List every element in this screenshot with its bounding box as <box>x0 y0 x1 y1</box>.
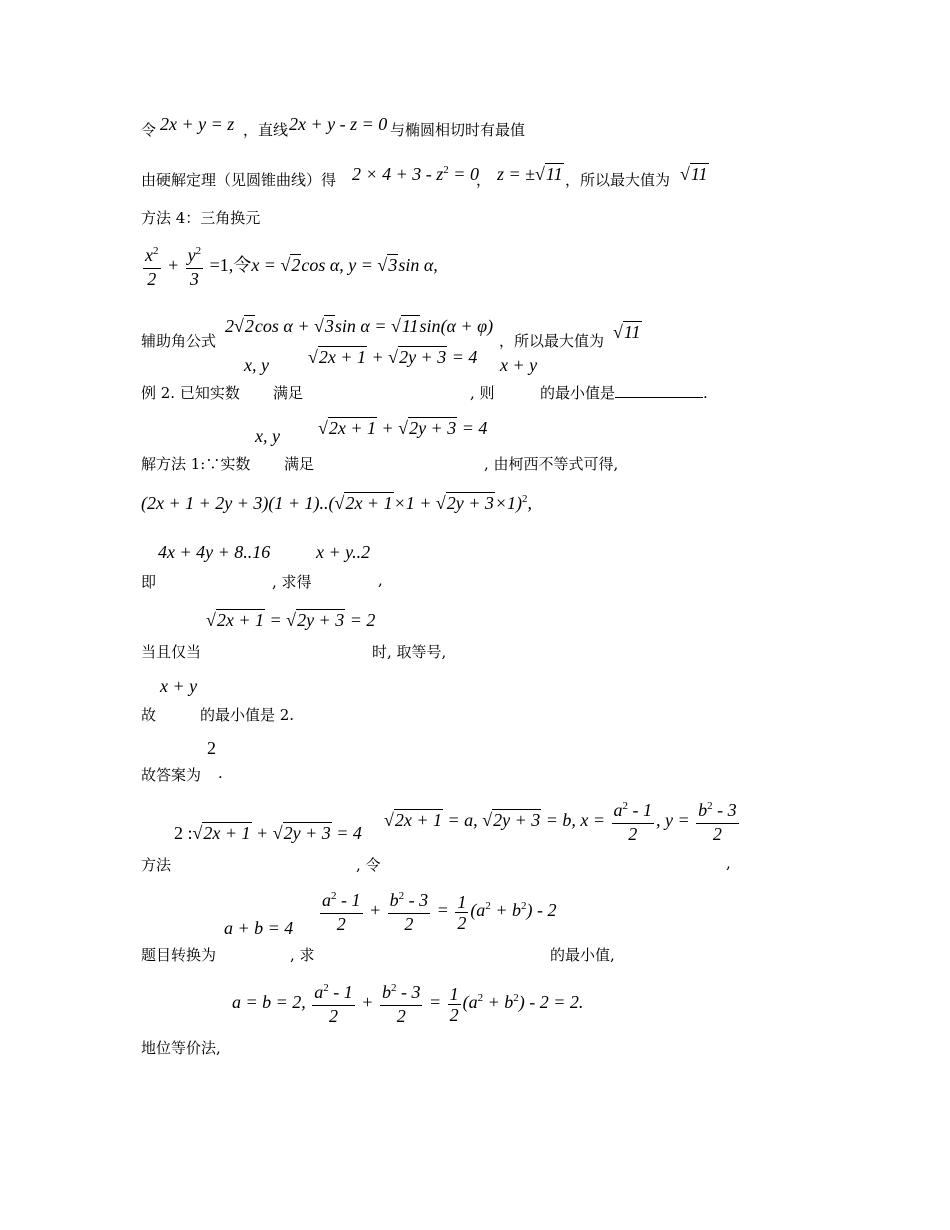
t: 2 <box>244 316 254 336</box>
math-2x-y-z: 2x + y = z <box>160 114 235 134</box>
math-answer-2: 2 <box>207 738 216 758</box>
t: ) <box>526 900 533 921</box>
t: 2 <box>628 824 638 844</box>
t: + <box>369 900 382 921</box>
t: 2y + 3 <box>399 347 447 367</box>
t: 2 <box>513 992 519 1005</box>
frac-a <box>612 800 655 844</box>
math-hard-solution <box>352 164 479 185</box>
t: b <box>389 890 399 910</box>
t: x <box>145 245 153 265</box>
t: 2 <box>329 1006 339 1026</box>
t: =1,令 <box>209 255 252 276</box>
heading-method-4: 方法 4：三角换元 <box>141 209 261 227</box>
t: - 1 <box>628 800 653 820</box>
t: = b, x = <box>545 810 606 831</box>
t: , y = <box>656 810 690 831</box>
math-sqrt11: √11 <box>680 164 708 184</box>
t: b <box>381 982 391 1002</box>
text-line-1b: ，直线 <box>243 121 289 139</box>
t: = 4 <box>451 347 478 367</box>
text-when: 当且仅当 <box>141 643 202 661</box>
text-min-is-2: 的最小值是 2. <box>200 706 295 724</box>
t: 2 <box>331 890 337 902</box>
t: + b <box>490 900 521 921</box>
t: 2 <box>477 992 484 1005</box>
text-line-2: 由硬解定理（见圆锥曲线）得 <box>141 171 337 189</box>
text-equivalence: 地位等价法, <box>141 1039 221 1057</box>
text-ex-then: , 则 <box>470 384 495 402</box>
t: 2 <box>153 245 159 257</box>
answer-blank <box>615 383 703 398</box>
t: a <box>322 890 331 910</box>
math-aux-angle: 2√2cos α + √3sin α = √11sin(α + φ) <box>225 316 494 336</box>
t: = 4 <box>336 823 362 843</box>
t: - 3 <box>712 800 737 820</box>
t: 例 2. 已知实数 <box>141 384 240 402</box>
math-ab4: a + b = 4 <box>224 918 294 938</box>
t: 2y + 3 <box>446 493 494 513</box>
text-example-2 <box>141 382 240 403</box>
t: cos α + <box>254 316 314 336</box>
t: - 2 = 2. <box>529 992 584 1013</box>
t: = <box>428 992 442 1013</box>
t: 2 <box>522 493 528 505</box>
math-xy-ex: x, y <box>244 355 269 375</box>
frac-half <box>455 892 468 933</box>
t: 11 <box>401 316 419 336</box>
frac-b2 <box>388 890 431 934</box>
t: 2 <box>323 982 329 994</box>
t: = 0 <box>453 164 479 184</box>
math-constraint-ex: √2x + 1 + √2y + 3 = 4 <box>308 347 478 367</box>
text-qiu: , 求 <box>290 946 315 964</box>
t: - 1 <box>328 982 353 1002</box>
t: 2y + 3 <box>493 810 541 831</box>
text-line-1 <box>141 119 156 140</box>
t: x = <box>251 255 281 276</box>
math-objective <box>318 890 556 934</box>
t: . <box>703 384 708 402</box>
t: 3 <box>324 316 334 336</box>
t: 2 <box>225 316 234 336</box>
t: 2x + 1 <box>203 823 251 843</box>
t: 2 <box>390 982 397 994</box>
t: - 3 <box>396 982 421 1002</box>
t: 2 <box>520 900 527 913</box>
t: 3 <box>189 269 199 289</box>
math-method2-constraint: 2 :√2x + 1 + √2y + 3 = 4 <box>174 823 362 843</box>
t: 2 <box>147 269 157 289</box>
t: 2 <box>707 800 713 812</box>
t: 2 : <box>174 823 193 843</box>
t: a = b = 2, <box>232 992 306 1013</box>
text-method: 方法 <box>141 856 172 874</box>
t: = 4 <box>461 418 488 438</box>
text-line-5b: ，所以最大值为 <box>499 332 605 350</box>
t: 2 <box>396 1006 406 1026</box>
text-min-value: 的最小值, <box>550 946 615 964</box>
t: ) <box>518 992 525 1013</box>
math-equality: √2x + 1 = √2y + 3 = 2 <box>206 610 376 630</box>
text-ling: , 令 <box>356 856 381 874</box>
t: y <box>187 245 196 265</box>
t: (α + φ) <box>440 316 494 336</box>
text-gu: 故 <box>141 706 157 724</box>
t: b <box>698 800 708 820</box>
t: 1 <box>457 891 467 912</box>
text-answer: 故答案为 <box>141 766 202 784</box>
t: = a, <box>447 810 478 831</box>
math-substitution: √2x + 1 = a, √2y + 3 = b, x = $\frac{a^2 - 1}{2}$ , y = $\frac{b^2 - 3}{2}$ <box>384 800 737 844</box>
t: 2 <box>443 164 449 176</box>
t: a <box>613 800 623 820</box>
text-line-1c: 与椭圆相切时有最值 <box>390 121 526 139</box>
math-sqrt11-b: √11 <box>613 322 641 342</box>
t: 2 <box>195 245 202 257</box>
t: 2 <box>485 900 491 913</box>
t: - 2 <box>536 900 557 921</box>
text-line-2c: ，所以最大值为 <box>565 171 671 189</box>
t: 2 <box>457 912 467 933</box>
t: 2 <box>622 800 629 812</box>
math-z-pm: z = ±√11 <box>497 164 563 184</box>
frac-b <box>696 800 739 844</box>
t: = 2 <box>349 610 376 630</box>
text-sol-1c: , 由柯西不等式可得, <box>484 455 619 473</box>
t: 2x + 1 <box>318 347 367 367</box>
math-xy-ge2: x + y..2 <box>316 542 371 562</box>
math-line-eq: 2x + y - z = 0 <box>289 114 388 134</box>
t: + b <box>483 992 514 1013</box>
text-ji: 即 <box>141 573 157 591</box>
t: 2 × 4 + 3 - z <box>352 164 444 184</box>
t: sin <box>419 316 441 336</box>
text-ex-satisfy: 满足 <box>273 384 304 402</box>
t: 2 <box>712 824 722 844</box>
t: 2 <box>398 890 405 902</box>
math-ineq-sum: 4x + 4y + 8..16 <box>158 542 271 562</box>
t: (a <box>462 992 478 1013</box>
math-xpy-min: x + y <box>160 676 198 696</box>
math-xpy-ex: x + y <box>500 355 538 375</box>
text-equal-sign: 时, 取等号, <box>372 643 447 661</box>
math-xy-sol: x, y <box>255 426 280 446</box>
t: 11 <box>690 164 708 184</box>
t: 2 <box>291 255 301 276</box>
t: 2x + 1 <box>328 418 377 438</box>
t: 2y + 3 <box>297 610 345 630</box>
t: 1 <box>449 983 459 1004</box>
t: 2 <box>404 914 414 934</box>
text: 令 <box>141 121 157 139</box>
t: ×1) <box>494 493 523 513</box>
t: a <box>314 982 324 1002</box>
text-line-5: 辅助角公式 <box>141 332 217 350</box>
math-final <box>232 982 583 1026</box>
text-answer-dot: . <box>218 764 223 782</box>
frac-half2 <box>448 984 461 1025</box>
t: 2x + 1 <box>345 493 393 513</box>
math-cauchy: $(2x + 1 + 2y + 3)(1 + 1)..(√2x + 1\times 1 + √2y + 3\times 1)^2$, <box>141 493 533 513</box>
t: 2 <box>449 1004 459 1025</box>
frac-a3 <box>312 982 355 1026</box>
text-sol-1: 解方法 1:∵实数 <box>141 455 251 473</box>
math-constraint-sol: √2x + 1 + √2y + 3 = 4 <box>318 418 488 438</box>
frac-b3 <box>380 982 423 1026</box>
t: - 1 <box>336 890 361 910</box>
t: ×1 + <box>393 493 436 513</box>
t: = <box>436 900 449 921</box>
t: 2 <box>336 914 346 934</box>
text-comma2: , <box>726 854 731 872</box>
t: 2x + 1 <box>394 810 443 831</box>
text-comma: , <box>378 571 383 589</box>
t: 11 <box>623 322 641 342</box>
text-sol-1b: 满足 <box>284 455 315 473</box>
frac-y2-3 <box>186 245 204 289</box>
t: 2x + 1 <box>216 610 265 630</box>
t: sin α = <box>334 316 391 336</box>
t: 的最小值是 <box>540 384 616 402</box>
t: (2x + 1 + 2y + 3)(1 + 1)..( <box>141 493 335 513</box>
t: 11 <box>545 164 563 184</box>
t: + <box>167 255 180 276</box>
t: + <box>361 992 374 1013</box>
frac-a2 <box>320 890 363 934</box>
t: (a <box>470 900 486 921</box>
t: cos α, y = <box>301 255 378 276</box>
t: 2y + 3 <box>409 418 457 438</box>
frac-x2-2 <box>143 245 161 289</box>
t: 3 <box>388 255 398 276</box>
t: z = ± <box>497 164 536 184</box>
text-line-2b: ， <box>476 171 492 189</box>
text-convert: 题目转换为 <box>141 946 217 964</box>
t: - 3 <box>404 890 429 910</box>
t: 2y + 3 <box>283 823 331 843</box>
math-ellipse-param: $\frac{x^2}{2}$ + $\frac{y^2}{3}$ =1,令x = √2cos α, y = √3sin α, <box>145 245 438 289</box>
text-ex-min <box>540 382 708 403</box>
t: sin α, <box>398 255 438 276</box>
text-qiude: , 求得 <box>272 573 312 591</box>
